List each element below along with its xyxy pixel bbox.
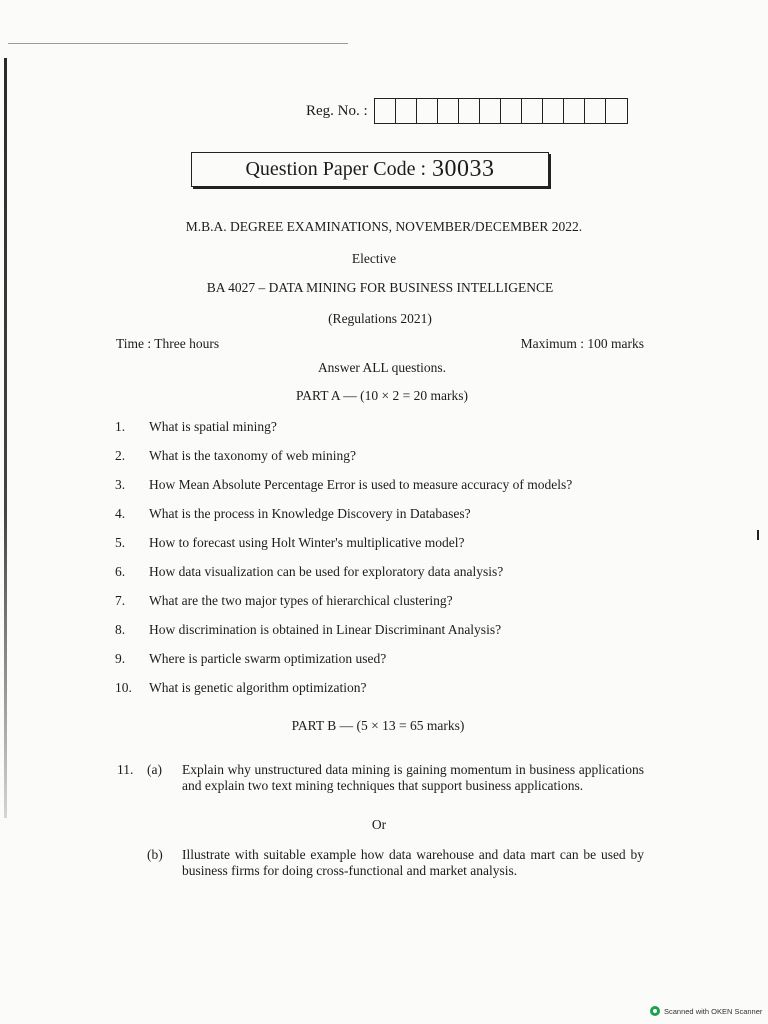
question-text: What is the process in Knowledge Discovery in Databases? <box>149 506 471 521</box>
subquestion-label: (a) <box>147 762 162 777</box>
question-text: What are the two major types of hierarchical clustering? <box>149 593 453 608</box>
question-item <box>115 477 572 493</box>
question-item <box>115 535 464 551</box>
question-text: What is spatial mining? <box>149 419 277 434</box>
question-item <box>115 622 501 638</box>
reg-no-label: Reg. No. : <box>306 102 368 119</box>
part-a-title: PART A — (10 × 2 = 20 marks) <box>296 388 468 403</box>
question-11a <box>117 762 647 794</box>
reg-no-box <box>522 99 543 123</box>
page-left-edge <box>4 58 7 818</box>
scan-speck <box>757 530 759 540</box>
question-item <box>115 680 366 696</box>
question-text: What is the taxonomy of web mining? <box>149 448 356 463</box>
question-text: What is genetic algorithm optimization? <box>149 680 367 695</box>
question-item <box>115 564 503 580</box>
reg-no-box <box>501 99 522 123</box>
page-top-edge <box>8 43 348 44</box>
question-item <box>115 593 453 609</box>
question-text: Where is particle swarm optimization used? <box>149 651 387 666</box>
question-number: 4. <box>115 506 126 521</box>
question-item <box>115 419 277 435</box>
reg-no-box <box>417 99 438 123</box>
exam-title: M.B.A. DEGREE EXAMINATIONS, NOVEMBER/DECEMBER 2022. <box>185 219 583 234</box>
question-item <box>115 506 471 522</box>
reg-no-box <box>585 99 606 123</box>
question-11b <box>147 847 647 879</box>
question-paper-code: 30033 <box>432 156 495 182</box>
question-text: How discrimination is obtained in Linear Discriminant Analysis? <box>149 622 502 637</box>
reg-no-box <box>564 99 585 123</box>
or-separator: Or <box>371 817 387 832</box>
question-paper-code-box <box>191 152 549 187</box>
scanner-text: Scanned with OKEN Scanner <box>664 1006 763 1016</box>
reg-no-boxes <box>374 98 628 124</box>
maximum-marks: Maximum : 100 marks <box>520 336 644 351</box>
reg-no-box <box>375 99 396 123</box>
question-text: Explain why unstructured data mining is gaining momentum in business applications and explain two text mining techniques that support business applications. <box>182 762 644 793</box>
reg-no-box <box>438 99 459 123</box>
reg-no-box <box>480 99 501 123</box>
reg-no-box <box>459 99 480 123</box>
subquestion-label: (b) <box>147 847 163 862</box>
regulations: (Regulations 2021) <box>328 311 432 326</box>
reg-no-box <box>543 99 564 123</box>
exam-category: Elective <box>351 251 397 266</box>
question-text: How Mean Absolute Percentage Error is used to measure accuracy of models? <box>149 477 573 492</box>
part-b-title: PART B — (5 × 13 = 65 marks) <box>291 718 465 733</box>
question-text: How data visualization can be used for exploratory data analysis? <box>149 564 504 579</box>
question-text: Illustrate with suitable example how data warehouse and data mart can be used by business firms for doing cross-functional and market analysis. <box>182 847 644 878</box>
question-number: 8. <box>115 622 126 637</box>
course-title: BA 4027 – DATA MINING FOR BUSINESS INTELLIGENCE <box>206 280 554 295</box>
time-marks-line <box>116 336 644 352</box>
reg-no-box <box>606 99 627 123</box>
question-number: 2. <box>115 448 126 463</box>
question-number: 3. <box>115 477 126 492</box>
question-number: 10. <box>115 680 132 695</box>
question-paper-code-label: Question Paper Code : <box>245 158 427 180</box>
question-number: 11. <box>117 762 134 777</box>
instruction: Answer ALL questions. <box>317 360 447 375</box>
scanner-logo-icon <box>650 1006 660 1016</box>
reg-no-box <box>396 99 417 123</box>
question-number: 5. <box>115 535 126 550</box>
question-number: 7. <box>115 593 126 608</box>
question-text: How to forecast using Holt Winter's multiplicative model? <box>149 535 465 550</box>
time-allowed: Time : Three hours <box>116 336 220 351</box>
question-number: 9. <box>115 651 126 666</box>
question-item <box>115 448 356 464</box>
question-number: 6. <box>115 564 126 579</box>
question-number: 1. <box>115 419 126 434</box>
reg-no-field <box>306 97 628 125</box>
question-item <box>115 651 386 667</box>
scanner-watermark <box>650 1006 762 1016</box>
